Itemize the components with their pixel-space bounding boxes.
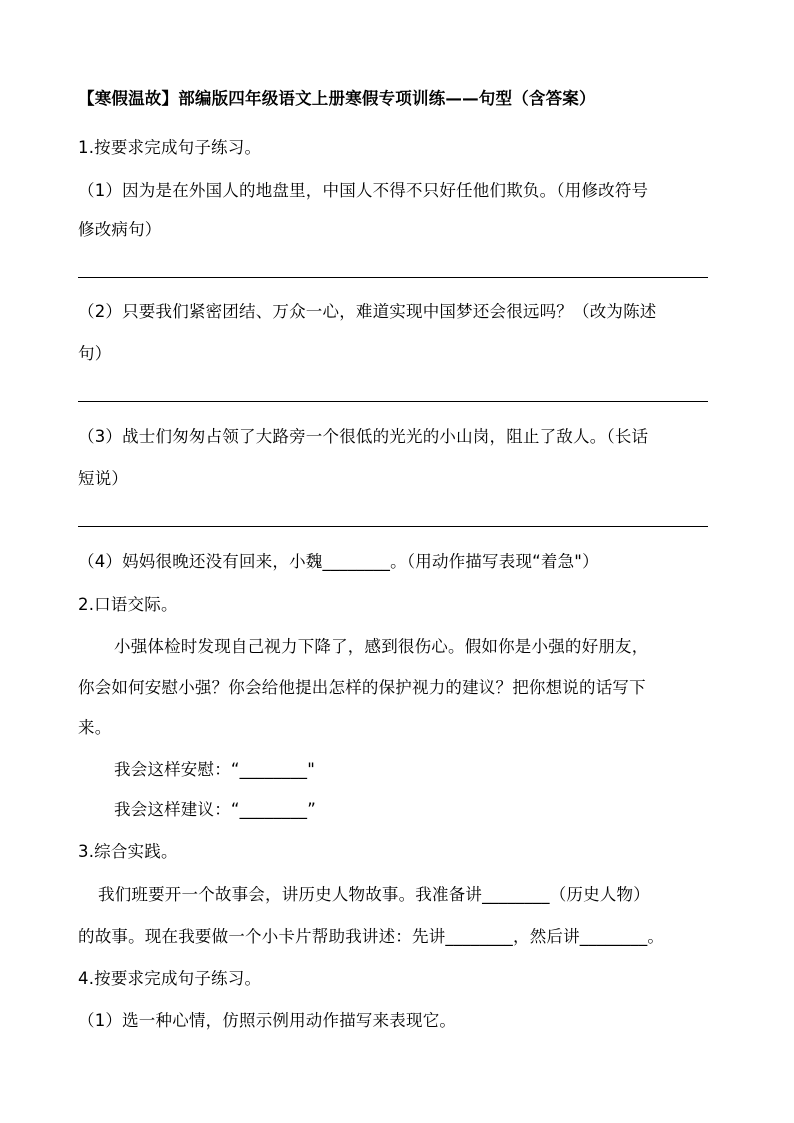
q1-s2-line2: 句） — [78, 344, 112, 363]
q2-paragraph-line1: 小强体检时发现自己视力下降了，感到很伤心。假如你是小强的好朋友， — [114, 637, 649, 656]
q1-s4-line1: （4）妈妈很晚还没有回来，小魏________。（用动作描写表现“着急"） — [78, 552, 599, 571]
q1-s3-line1: （3）战士们匆匆占领了大路旁一个很低的光光的小山岗，阻止了敌人。（长话 — [78, 427, 649, 446]
q4-heading: 4.按要求完成句子练习。 — [78, 969, 262, 988]
q1-s2-answer-line[interactable] — [78, 401, 708, 402]
q3-heading: 3.综合实践。 — [78, 842, 178, 861]
q2-heading: 2.口语交际。 — [78, 595, 178, 614]
q2-suggest-blank: 我会这样建议：“________” — [114, 800, 316, 819]
q1-s1-line1: （1）因为是在外国人的地盘里，中国人不得不只好任他们欺负。（用修改符号 — [78, 181, 649, 200]
q1-s1-answer-line[interactable] — [78, 277, 708, 278]
q2-comfort-blank: 我会这样安慰：“________" — [114, 760, 316, 779]
q2-paragraph-line3: 来。 — [78, 718, 112, 737]
document-title: 【寒假温故】部编版四年级语文上册寒假专项训练——句型（含答案） — [78, 89, 596, 108]
q1-s1-line2: 修改病句） — [78, 220, 162, 239]
q3-paragraph-line2: 的故事。现在我要做一个小卡片帮助我讲述：先讲________，然后讲________。 — [78, 927, 665, 946]
q1-s3-answer-line[interactable] — [78, 526, 708, 527]
q1-s3-line2: 短说） — [78, 469, 129, 488]
q2-paragraph-line2: 你会如何安慰小强？你会给他提出怎样的保护视力的建议？把你想说的话写下 — [78, 678, 646, 697]
q1-s2-line1: （2）只要我们紧密团结、万众一心，难道实现中国梦还会很远吗？（改为陈述 — [78, 302, 657, 321]
q1-heading: 1.按要求完成句子练习。 — [78, 138, 262, 157]
q4-s1-line1: （1）选一种心情，仿照示例用动作描写来表现它。 — [78, 1011, 457, 1030]
q3-paragraph-line1: 我们班要开一个故事会，讲历史人物故事。我准备讲________（历史人物） — [98, 885, 650, 904]
